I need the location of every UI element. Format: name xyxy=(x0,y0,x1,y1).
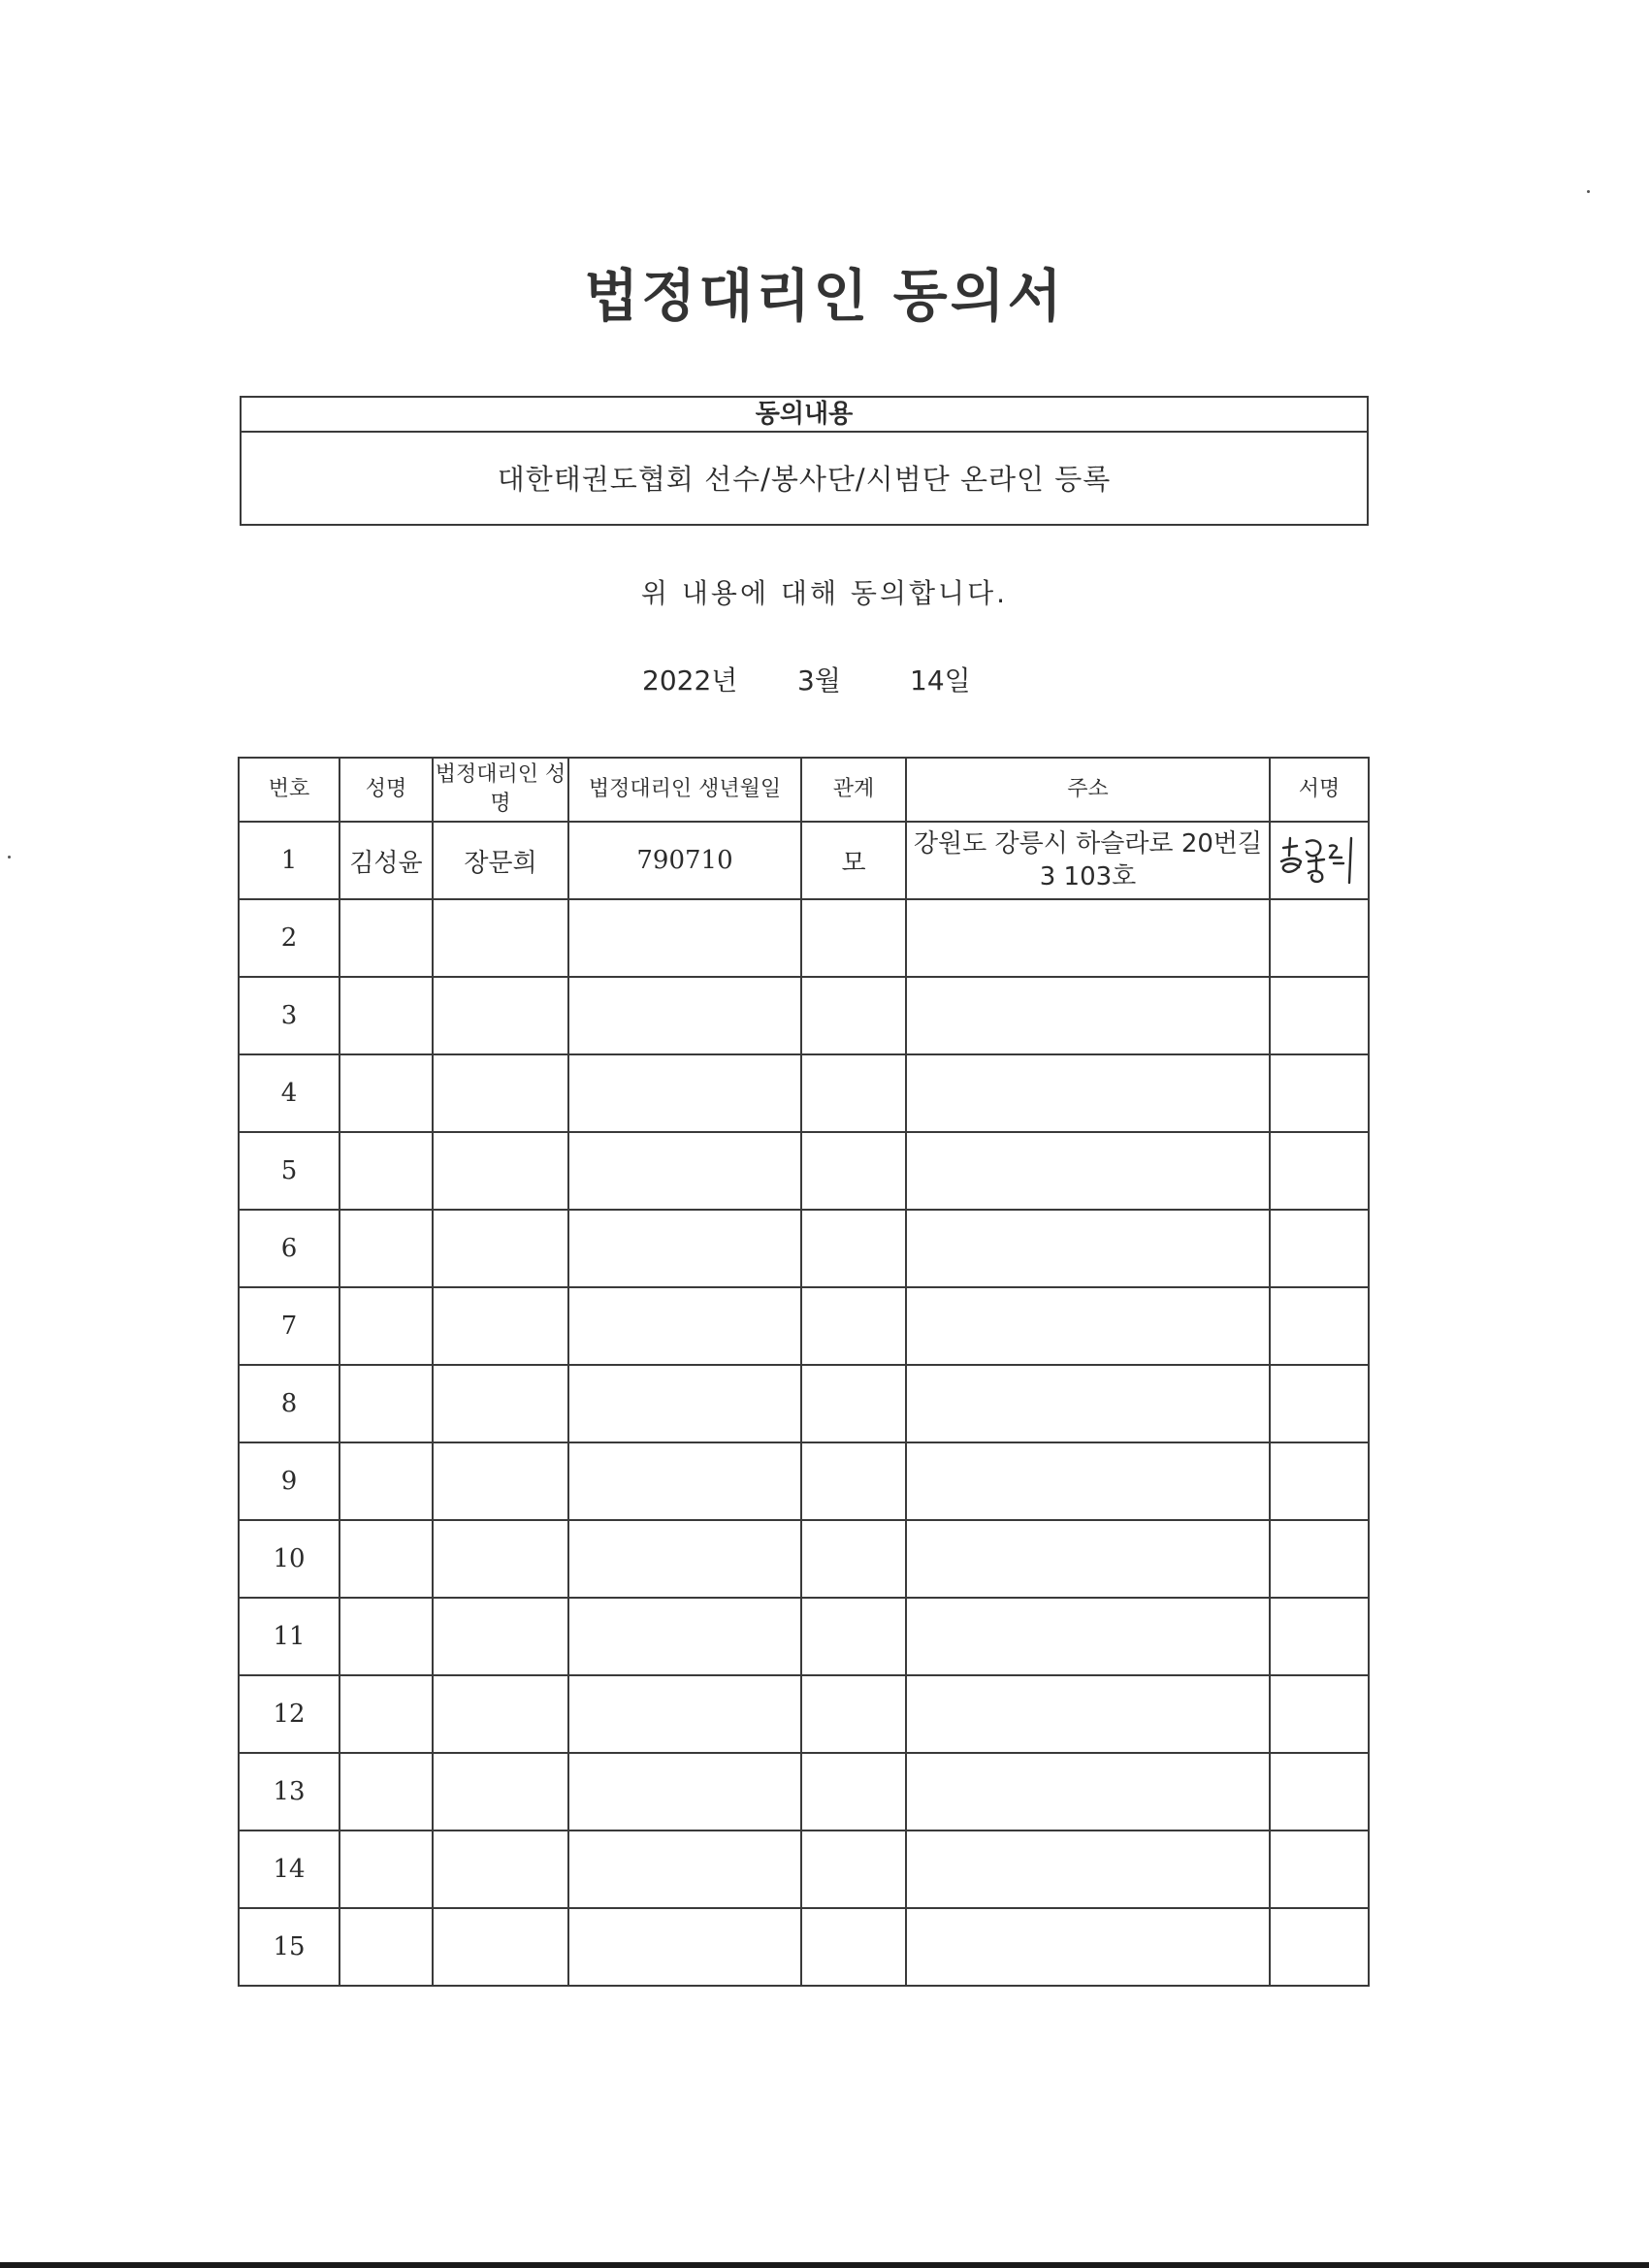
cell-signature xyxy=(1270,1831,1369,1908)
cell-no: 6 xyxy=(239,1210,340,1287)
cell-name xyxy=(340,1054,433,1132)
cell-rep-birth xyxy=(568,1442,801,1520)
consent-content: 대한태권도협회 선수/봉사단/시범단 온라인 등록 xyxy=(497,463,1112,496)
cell-address xyxy=(906,1287,1270,1365)
cell-no: 4 xyxy=(239,1054,340,1132)
cell-rep-birth xyxy=(568,1908,801,1986)
cell-no: 13 xyxy=(239,1753,340,1831)
cell-rep-birth xyxy=(568,1365,801,1442)
cell-no: 9 xyxy=(239,1442,340,1520)
cell-address xyxy=(906,1675,1270,1753)
cell-relation xyxy=(801,1675,906,1753)
cell-relation xyxy=(801,1831,906,1908)
cell-signature xyxy=(1270,977,1369,1054)
cell-name xyxy=(340,1675,433,1753)
cell-signature xyxy=(1270,1365,1369,1442)
cell-name xyxy=(340,1442,433,1520)
cell-name xyxy=(340,977,433,1054)
cell-relation xyxy=(801,1365,906,1442)
table-row xyxy=(239,1132,1369,1210)
cell-no: 3 xyxy=(239,977,340,1054)
cell-rep-birth xyxy=(568,1132,801,1210)
cell-signature xyxy=(1270,1210,1369,1287)
cell-signature xyxy=(1270,899,1369,977)
cell-name: 김성윤 xyxy=(340,822,433,899)
header-relation: 관계 xyxy=(801,758,906,822)
cell-rep-birth xyxy=(568,1210,801,1287)
header-name: 성명 xyxy=(340,758,433,822)
cell-signature xyxy=(1270,1442,1369,1520)
cell-no: 11 xyxy=(239,1598,340,1675)
cell-rep-name xyxy=(433,1520,568,1598)
date-month: 3월 xyxy=(797,664,841,697)
cell-rep-name xyxy=(433,1753,568,1831)
document-title: 법정대리인 동의서 xyxy=(584,263,1065,329)
cell-rep-name xyxy=(433,1442,568,1520)
cell-relation xyxy=(801,1442,906,1520)
cell-rep-name xyxy=(433,1908,568,1986)
header-no: 번호 xyxy=(239,758,340,822)
cell-rep-name xyxy=(433,1831,568,1908)
table-row xyxy=(239,1831,1369,1908)
cell-address xyxy=(906,1753,1270,1831)
table-row xyxy=(239,899,1369,977)
table-row xyxy=(239,1210,1369,1287)
cell-rep-name xyxy=(433,1287,568,1365)
cell-signature xyxy=(1270,822,1369,899)
cell-name xyxy=(340,1210,433,1287)
consent-heading: 동의내용 xyxy=(242,398,1367,433)
cell-name xyxy=(340,899,433,977)
table-row xyxy=(239,1598,1369,1675)
handwritten-signature xyxy=(1276,828,1363,892)
table-row xyxy=(239,1365,1369,1442)
cell-relation xyxy=(801,1753,906,1831)
cell-no: 15 xyxy=(239,1908,340,1986)
cell-rep-birth xyxy=(568,1598,801,1675)
table-row xyxy=(239,1442,1369,1520)
cell-rep-name xyxy=(433,1132,568,1210)
cell-rep-name xyxy=(433,977,568,1054)
cell-no: 2 xyxy=(239,899,340,977)
cell-signature xyxy=(1270,1598,1369,1675)
date-line xyxy=(0,660,1649,698)
cell-no: 8 xyxy=(239,1365,340,1442)
cell-relation xyxy=(801,899,906,977)
cell-address xyxy=(906,1908,1270,1986)
cell-relation xyxy=(801,1210,906,1287)
cell-relation xyxy=(801,1287,906,1365)
cell-relation xyxy=(801,977,906,1054)
cell-rep-name xyxy=(433,1210,568,1287)
cell-relation: 모 xyxy=(801,822,906,899)
table-row xyxy=(239,1054,1369,1132)
cell-address xyxy=(906,1831,1270,1908)
cell-name xyxy=(340,1908,433,1986)
table-row xyxy=(239,1520,1369,1598)
cell-rep-birth xyxy=(568,899,801,977)
scan-speck xyxy=(1587,190,1590,193)
cell-no: 14 xyxy=(239,1831,340,1908)
cell-name xyxy=(340,1831,433,1908)
cell-name xyxy=(340,1132,433,1210)
cell-address xyxy=(906,1598,1270,1675)
cell-relation xyxy=(801,1908,906,1986)
cell-relation xyxy=(801,1598,906,1675)
cell-address xyxy=(906,1132,1270,1210)
cell-name xyxy=(340,1753,433,1831)
cell-no: 1 xyxy=(239,822,340,899)
cell-rep-birth xyxy=(568,977,801,1054)
cell-no: 7 xyxy=(239,1287,340,1365)
table-header-row xyxy=(239,758,1369,822)
cell-signature xyxy=(1270,1054,1369,1132)
table-row xyxy=(239,977,1369,1054)
date-day: 14일 xyxy=(910,664,971,697)
cell-name xyxy=(340,1287,433,1365)
table-row xyxy=(239,1287,1369,1365)
cell-signature xyxy=(1270,1675,1369,1753)
header-signature: 서명 xyxy=(1270,758,1369,822)
cell-name xyxy=(340,1598,433,1675)
cell-signature xyxy=(1270,1908,1369,1986)
cell-address xyxy=(906,977,1270,1054)
cell-relation xyxy=(801,1520,906,1598)
agreement-statement: 위 내용에 대해 동의합니다. xyxy=(640,577,1009,609)
cell-no: 10 xyxy=(239,1520,340,1598)
table-row xyxy=(239,1753,1369,1831)
cell-address: 강원도 강릉시 하슬라로 20번길 3 103호 xyxy=(906,822,1270,899)
cell-signature xyxy=(1270,1132,1369,1210)
cell-address xyxy=(906,1054,1270,1132)
cell-rep-birth xyxy=(568,1675,801,1753)
cell-address xyxy=(906,899,1270,977)
cell-rep-name xyxy=(433,1675,568,1753)
header-rep-birth: 법정대리인 생년월일 xyxy=(568,758,801,822)
cell-rep-name xyxy=(433,1365,568,1442)
cell-rep-name xyxy=(433,1054,568,1132)
cell-address xyxy=(906,1365,1270,1442)
header-rep-name: 법정대리인 성명 xyxy=(433,758,568,822)
cell-relation xyxy=(801,1132,906,1210)
cell-rep-name xyxy=(433,899,568,977)
cell-rep-birth: 790710 xyxy=(568,822,801,899)
cell-signature xyxy=(1270,1287,1369,1365)
cell-rep-birth xyxy=(568,1753,801,1831)
cell-rep-birth xyxy=(568,1831,801,1908)
cell-rep-name: 장문희 xyxy=(433,822,568,899)
date-year: 2022년 xyxy=(642,664,738,697)
header-address: 주소 xyxy=(906,758,1270,822)
cell-name xyxy=(340,1365,433,1442)
scan-bottom-edge xyxy=(0,2262,1649,2268)
cell-relation xyxy=(801,1054,906,1132)
guardian-roster-table xyxy=(238,757,1370,1987)
cell-address xyxy=(906,1210,1270,1287)
scan-speck xyxy=(8,856,11,859)
table-row xyxy=(239,1908,1369,1986)
cell-rep-birth xyxy=(568,1054,801,1132)
cell-address xyxy=(906,1520,1270,1598)
table-row xyxy=(239,1675,1369,1753)
table-body xyxy=(239,822,1369,1986)
cell-signature xyxy=(1270,1753,1369,1831)
consent-content-box xyxy=(240,396,1369,526)
cell-no: 12 xyxy=(239,1675,340,1753)
cell-rep-name xyxy=(433,1598,568,1675)
cell-signature xyxy=(1270,1520,1369,1598)
cell-rep-birth xyxy=(568,1520,801,1598)
cell-rep-birth xyxy=(568,1287,801,1365)
table-row xyxy=(239,822,1369,899)
cell-no: 5 xyxy=(239,1132,340,1210)
cell-name xyxy=(340,1520,433,1598)
cell-address xyxy=(906,1442,1270,1520)
